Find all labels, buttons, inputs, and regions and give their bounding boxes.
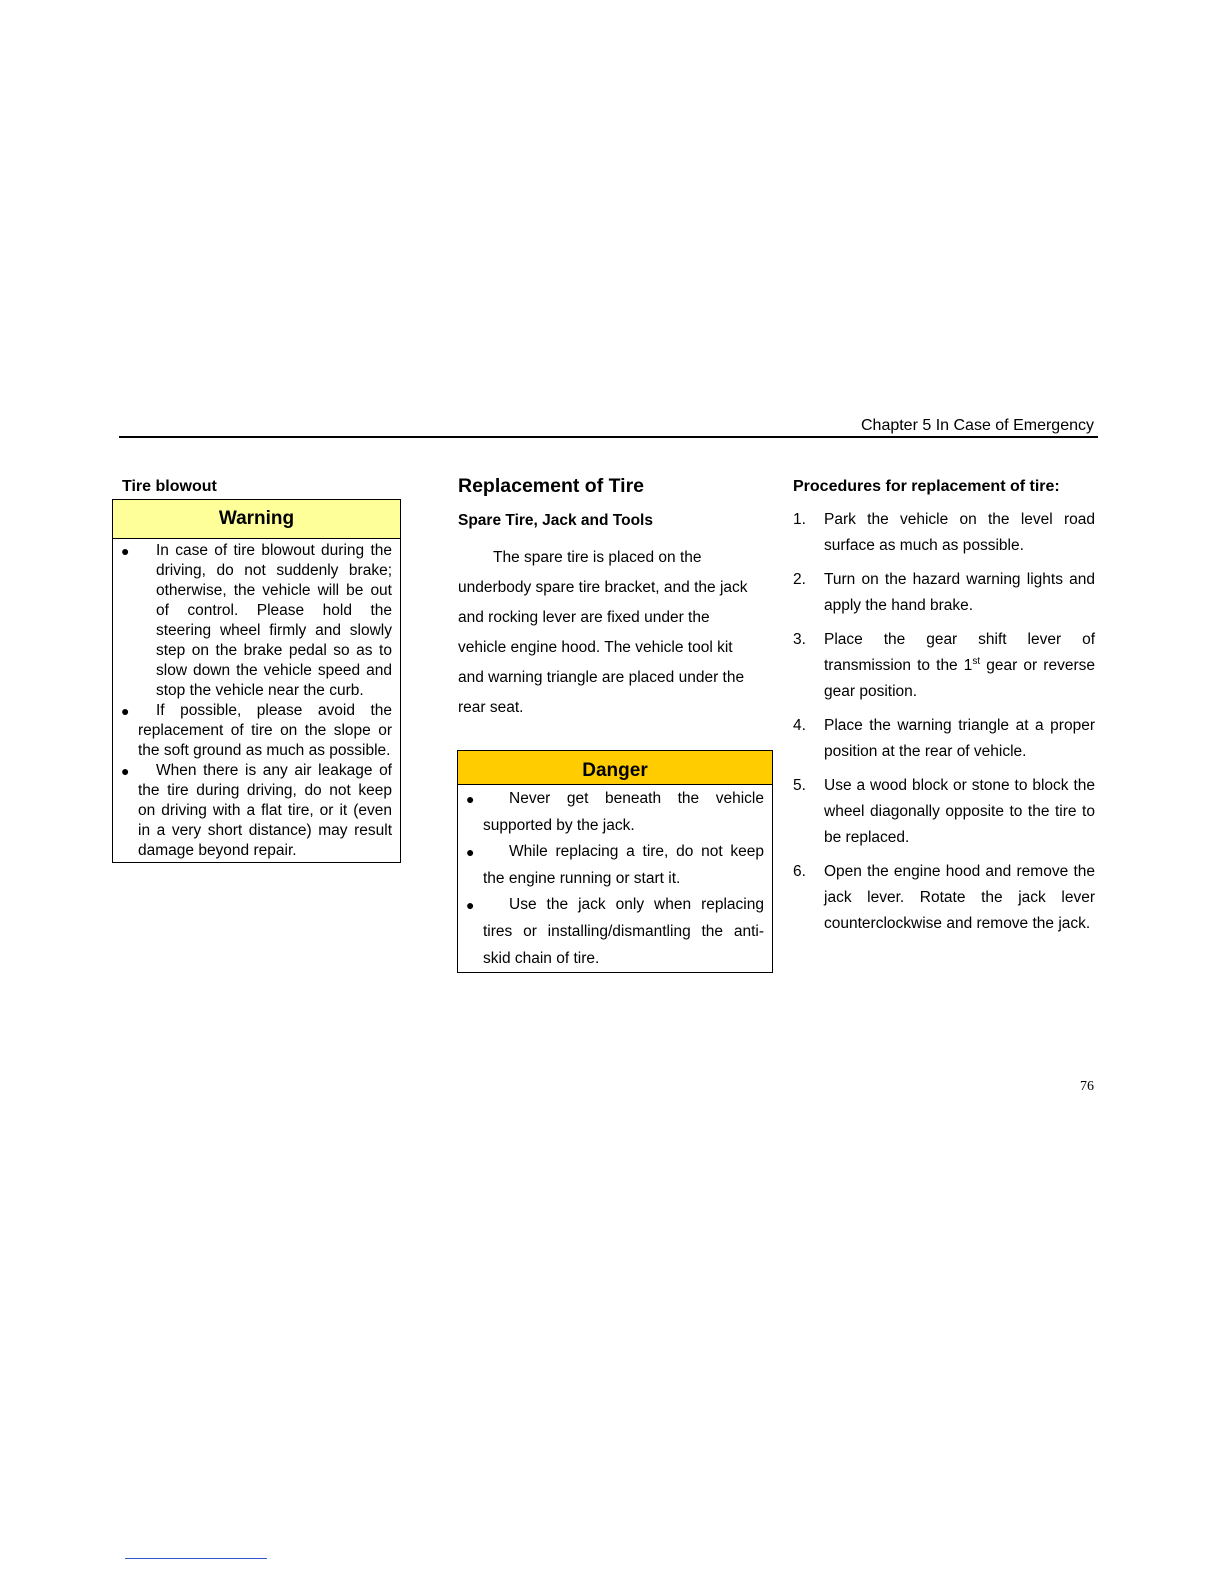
spare-tire-paragraph-text: The spare tire is placed on the underbody spare tire bracket, and the jack and rocking lever are fixed under the vehicle engine hood. The vehicle tool kit and warning triangle are placed under the rear seat. <box>458 549 748 716</box>
ordinal-suffix: st <box>972 655 981 667</box>
danger-item <box>466 892 764 972</box>
step-text: Place the gear shift lever of transmission to the 1 <box>824 631 1095 674</box>
bullet-icon: ● <box>121 763 130 779</box>
chapter-title: Chapter 5 In Case of Emergency <box>860 417 1094 434</box>
procedure-step <box>793 507 1095 559</box>
step-number: 2. <box>793 571 806 588</box>
step-number: 5. <box>793 777 806 794</box>
step-number: 6. <box>793 863 806 880</box>
procedure-steps <box>793 507 1095 945</box>
warning-item <box>121 761 392 861</box>
procedure-step <box>793 567 1095 619</box>
warning-item <box>121 541 392 701</box>
danger-item-text: While replacing a tire, do not keep the engine running or start it. <box>483 843 764 887</box>
replacement-of-tire-heading: Replacement of Tire <box>458 475 645 497</box>
step-text: Place the warning triangle at a proper position at the rear of vehicle. <box>824 717 1095 760</box>
danger-list <box>458 785 772 972</box>
step-number: 4. <box>793 717 806 734</box>
bullet-icon: ● <box>121 703 130 719</box>
header-divider <box>119 436 1098 438</box>
step-number: 1. <box>793 511 806 528</box>
procedures-heading: Procedures for replacement of tire: <box>793 478 1060 495</box>
warning-item-text: When there is any air leakage of the tire during driving, do not keep on driving with a flat tire, or it (even in a very short distance) may result damage beyond repair. <box>138 762 392 859</box>
warning-item <box>121 701 392 761</box>
bullet-icon: ● <box>466 897 475 914</box>
step-text: Open the engine hood and remove the jack lever. Rotate the jack lever counterclockwise and remove the jack. <box>824 863 1095 932</box>
spare-tire-subheading: Spare Tire, Jack and Tools <box>458 512 653 529</box>
warning-item-text: In case of tire blowout during the driving, do not suddenly brake; otherwise, the vehicle will be out of control. Please hold the steering wheel firmly and slowly step on the brake pedal so as to slow down the vehicle speed and stop the vehicle near the curb. <box>156 542 392 699</box>
bullet-icon: ● <box>466 791 475 807</box>
step-text: Park the vehicle on the level road surface as much as possible. <box>824 511 1095 554</box>
procedure-step <box>793 627 1095 705</box>
procedure-step <box>793 713 1095 765</box>
bullet-icon: ● <box>466 844 475 861</box>
step-text-continued: gear or reverse gear position. <box>824 657 1095 700</box>
warning-list <box>113 539 400 862</box>
danger-box <box>457 750 773 973</box>
step-text: Turn on the hazard warning lights and apply the hand brake. <box>824 571 1095 614</box>
spare-tire-paragraph <box>458 543 760 723</box>
danger-title: Danger <box>458 751 772 785</box>
danger-item <box>466 839 764 892</box>
warning-box <box>112 499 401 863</box>
danger-item-text: Use the jack only when replacing tires or installing/dismantling the anti-skid chain of tire. <box>483 896 764 967</box>
bullet-icon: ● <box>121 543 130 559</box>
procedure-step <box>793 859 1095 937</box>
tire-blowout-heading: Tire blowout <box>122 478 217 495</box>
page-number: 76 <box>1080 1079 1094 1094</box>
warning-item-text: If possible, please avoid the replacement of tire on the slope or the soft ground as much as possible. <box>138 702 392 759</box>
step-number: 3. <box>793 631 806 648</box>
danger-item <box>466 786 764 839</box>
warning-title: Warning <box>113 500 400 539</box>
danger-item-text: Never get beneath the vehicle supported by the jack. <box>483 790 764 834</box>
procedure-step <box>793 773 1095 851</box>
footnote-divider <box>125 1558 267 1559</box>
step-text: Use a wood block or stone to block the wheel diagonally opposite to the tire to be replaced. <box>824 777 1095 846</box>
